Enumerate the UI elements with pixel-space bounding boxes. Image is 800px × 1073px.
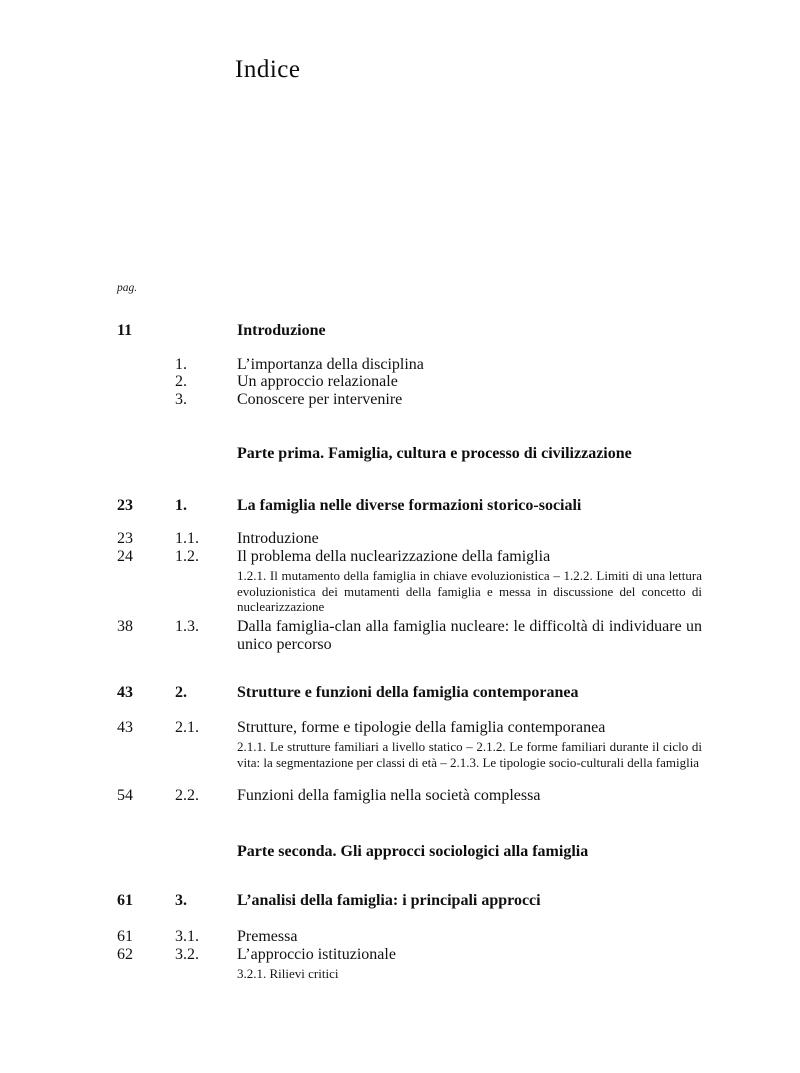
entry-title-group: [237, 548, 702, 615]
page-number: 23: [117, 530, 133, 547]
page-number: 61: [117, 928, 133, 945]
toc-row: [117, 684, 702, 702]
toc-row: [117, 322, 702, 340]
section-number: 3.: [175, 892, 187, 909]
entry-title: Il problema della nuclearizzazione della famiglia: [237, 548, 551, 565]
section-number: 1.2.: [175, 548, 199, 565]
entry-title: Conoscere per intervenire: [237, 391, 403, 408]
toc-row: [117, 618, 702, 654]
toc-row: [117, 719, 702, 770]
entry-title: Strutture e funzioni della famiglia contemporanea: [237, 684, 579, 701]
entry-title: Premessa: [237, 928, 298, 945]
page-title: Indice: [235, 56, 301, 83]
section-number: 2.2.: [175, 787, 199, 804]
toc-row: [117, 356, 702, 374]
entry-title: L’analisi della famiglia: i principali approcci: [237, 892, 541, 909]
page-number: 62: [117, 946, 133, 963]
entry-title: L’importanza della disciplina: [237, 356, 424, 373]
page-number: 24: [117, 548, 133, 565]
page-number: 61: [117, 892, 133, 909]
sub-entries: 1.2.1. Il mutamento della famiglia in chiave evoluzionistica – 1.2.2. Limiti di una lettura evoluzionistica dei mutamenti della famiglia e messa in discussione del concetto di nuclearizzazione: [237, 568, 702, 614]
page-number: 43: [117, 684, 133, 701]
page-number: 23: [117, 497, 133, 514]
sub-entries: 2.1.1. Le strutture familiari a livello statico – 2.1.2. Le forme familiari durante il ciclo di vita: la segmentazione per classi di età – 2.1.3. Le tipologie socio-culturali della famiglia: [237, 739, 702, 770]
entry-title: La famiglia nelle diverse formazioni storico-sociali: [237, 497, 582, 514]
entry-title: Funzioni della famiglia nella società complessa: [237, 787, 541, 804]
sub-entries: 3.2.1. Rilievi critici: [237, 966, 339, 981]
toc-row: [117, 548, 702, 615]
section-number: 1.: [175, 356, 187, 373]
section-number: 2.: [175, 684, 187, 701]
part-heading: Parte seconda. Gli approcci sociologici alla famiglia: [237, 843, 589, 860]
entry-title: Strutture, forme e tipologie della famiglia contemporanea: [237, 719, 606, 736]
section-number: 1.3.: [175, 618, 199, 635]
page-number: 43: [117, 719, 133, 736]
section-number: 2.: [175, 373, 187, 390]
toc-row: [117, 787, 702, 805]
toc-row: [117, 946, 702, 982]
section-number: 1.: [175, 497, 187, 514]
section-number: 3.2.: [175, 946, 199, 963]
entry-title-group: [237, 946, 702, 982]
entry-title: Introduzione: [237, 322, 326, 339]
page-number: 54: [117, 787, 133, 804]
toc-row: [117, 530, 702, 548]
page-number: 38: [117, 618, 133, 635]
entry-title: L’approccio istituzionale: [237, 946, 396, 963]
page-number: 11: [117, 322, 133, 339]
section-number: 2.1.: [175, 719, 199, 736]
section-number: 3.1.: [175, 928, 199, 945]
section-number: 3.: [175, 391, 187, 408]
toc-row: [117, 497, 702, 515]
part-heading: Parte prima. Famiglia, cultura e processo di civilizzazione: [237, 445, 632, 462]
entry-title: Dalla famiglia-clan alla famiglia nucleare: le difficoltà di individuare un unico percorso: [237, 618, 702, 653]
entry-title-group: [237, 719, 702, 770]
toc-row: [117, 892, 702, 910]
page-column-label: pag.: [117, 282, 138, 294]
section-number: 1.1.: [175, 530, 199, 547]
toc-row: [117, 391, 702, 409]
entry-title: Introduzione: [237, 530, 319, 547]
entry-title: Un approccio relazionale: [237, 373, 398, 390]
toc-row: [117, 373, 702, 391]
toc-row: [117, 928, 702, 946]
